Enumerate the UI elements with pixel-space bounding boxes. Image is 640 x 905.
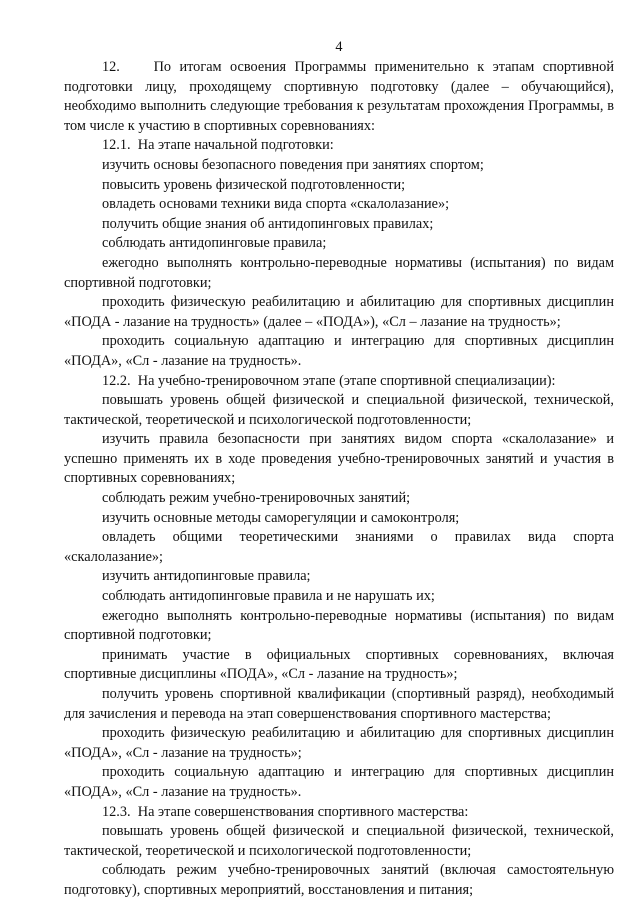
list-item: повышать уровень общей физической и специальной физической, технической, тактической, теоретической и психологической подготовленности; <box>64 823 614 859</box>
list-item: проходить физическую реабилитацию и абилитацию для спортивных дисциплин «ПОДА», «Сл - лазание на трудность»; <box>64 725 614 761</box>
list-item: изучить основные методы саморегуляции и самоконтроля; <box>102 509 460 526</box>
list-item: проходить социальную адаптацию и интеграцию для спортивных дисциплин «ПОДА», «Сл - лазание на трудность». <box>64 333 614 369</box>
list-item: изучить правила безопасности при занятиях видом спорта «скалолазание» и успешно применять их в ходе проведения учебно-тренировочных занятий и участия в спортивных соревнованиях; <box>64 431 614 487</box>
list-item: получить общие знания об антидопинговых правилах; <box>102 215 434 232</box>
list-item: изучить антидопинговые правила; <box>102 568 311 585</box>
list-item: проходить физическую реабилитацию и абилитацию для спортивных дисциплин «ПОДА - лазание на трудность» (далее – «ПОДА»), «Сл – лазание на трудность»; <box>64 294 614 330</box>
document-body <box>64 58 614 901</box>
list-item: принимать участие в официальных спортивных соревнованиях, включая спортивные дисциплины «ПОДА», «Сл - лазание на трудность»; <box>64 646 614 683</box>
list-item: ежегодно выполнять контрольно-переводные нормативы (испытания) по видам спортивной подготовки; <box>64 607 614 644</box>
paragraph-12: 12. По итогам освоения Программы применительно к этапам спортивной подготовки лицу, проходящему спортивную подготовку (далее – обучающийся), необходимо выполнить следующие требования к результатам прохождения Программы, в том числе к участию в спортивных соревнованиях: <box>64 59 614 134</box>
page-number: 4 <box>335 39 343 55</box>
list-item: овладеть общими теоретическими знаниями о правилах вида спорта «скалолазание»; <box>64 529 614 565</box>
section-12-1-heading: 12.1. На этапе начальной подготовки: <box>102 137 334 154</box>
list-item: получить уровень спортивной квалификации (спортивный разряд), необходимый для зачисления и перевода на этап совершенствования спортивного мастерства; <box>64 686 614 722</box>
list-item: проходить социальную адаптацию и интеграцию для спортивных дисциплин «ПОДА», «Сл - лазание на трудность». <box>64 764 614 800</box>
list-item: соблюдать антидопинговые правила и не нарушать их; <box>102 588 435 605</box>
list-item: овладеть основами техники вида спорта «скалолазание»; <box>102 196 450 213</box>
section-12-2-heading: 12.2. На учебно-тренировочном этапе (этапе спортивной специализации): <box>102 372 556 389</box>
list-item: ежегодно выполнять контрольно-переводные нормативы (испытания) по видам спортивной подготовки; <box>64 254 614 291</box>
list-item: повышать уровень общей физической и специальной физической, технической, тактической, теоретической и психологической подготовленности; <box>64 392 614 428</box>
list-item: соблюдать режим учебно-тренировочных занятий; <box>102 490 411 507</box>
list-item: повысить уровень физической подготовленности; <box>102 176 406 193</box>
list-item: соблюдать режим учебно-тренировочных занятий (включая самостоятельную подготовку), спортивных мероприятий, восстановления и питания; <box>64 862 614 898</box>
section-12-3-heading: 12.3. На этапе совершенствования спортивного мастерства: <box>102 803 469 820</box>
list-item: соблюдать антидопинговые правила; <box>102 235 327 252</box>
list-item: изучить основы безопасного поведения при занятиях спортом; <box>102 156 484 173</box>
